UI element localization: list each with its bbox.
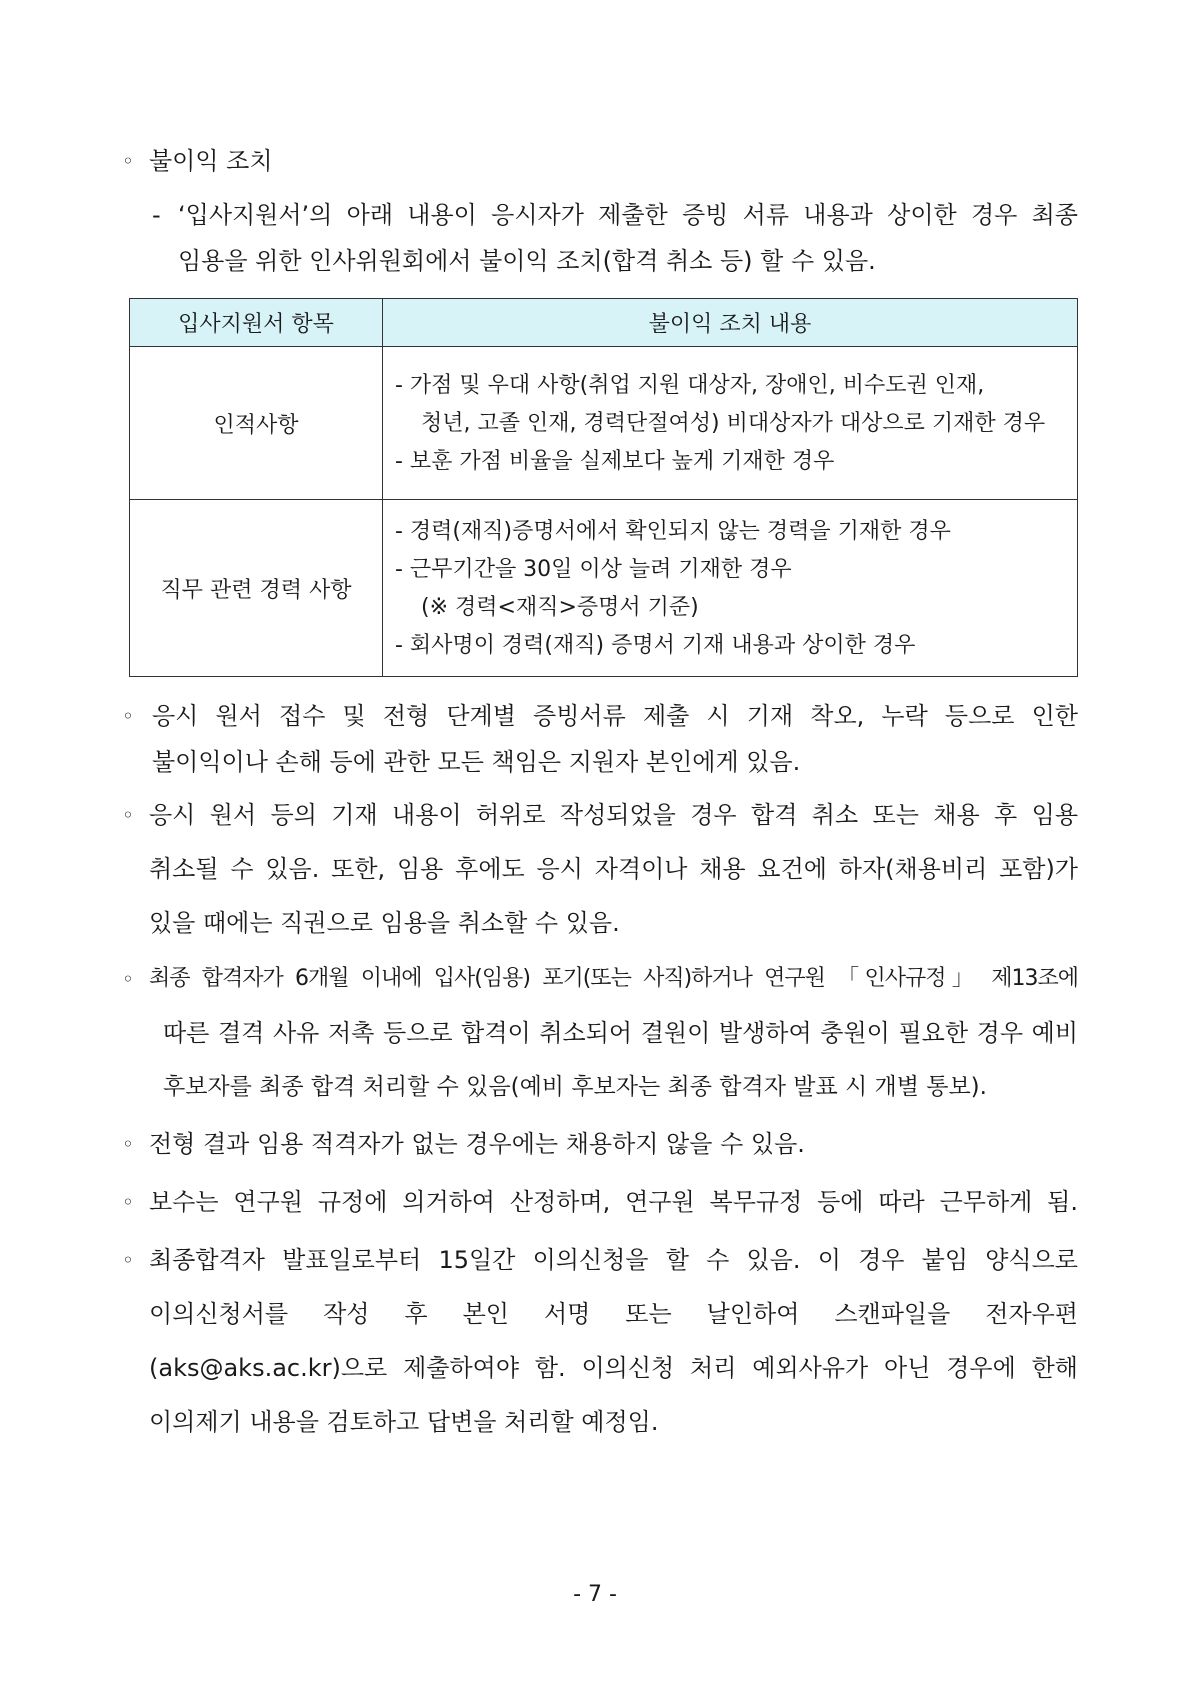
paragraph-line: 전형 결과 임용 적격자가 없는 경우에는 채용하지 않을 수 있음. <box>149 1130 805 1158</box>
paragraph-line: 보수는 연구원 규정에 의거하여 산정하며, 연구원 복무규정 등에 따라 근무하게 됨. <box>149 1188 1078 1216</box>
desc-line: - 경력(재직)증명서에서 확인되지 않는 경력을 기재한 경우 <box>395 519 951 544</box>
paragraph-bullet: ◦ <box>122 1248 134 1272</box>
paragraph-line: 최종 합격자가 6개월 이내에 입사(임용) 포기(또는 사직)하거나 연구원 「인사규정」 제13조에 <box>149 966 1078 991</box>
desc-line: - 가점 및 우대 사항(취업 지원 대상자, 장애인, 비수도권 인재, <box>395 373 985 398</box>
sub-line-2: 임용을 위한 인사위원회에서 불이익 조치(합격 취소 등) 할 수 있음. <box>178 247 876 275</box>
page-number: - 7 - <box>573 1582 617 1607</box>
paragraph-line: 불이익이나 손해 등에 관한 모든 책임은 지원자 본인에게 있음. <box>152 748 801 776</box>
table-header-item: 입사지원서 항목 <box>130 299 383 347</box>
table-header-row <box>130 299 1078 347</box>
desc-line: - 보훈 가점 비율을 실제보다 높게 기재한 경우 <box>395 449 835 474</box>
penalty-table <box>129 298 1078 677</box>
paragraph-line: 최종합격자 발표일로부터 15일간 이의신청을 할 수 있음. 이 경우 붙임 양식으로 <box>149 1246 1078 1274</box>
paragraph-line: 후보자를 최종 합격 처리할 수 있음(예비 후보자는 최종 합격자 발표 시 개별 통보). <box>163 1074 987 1100</box>
desc-line: 청년, 고졸 인재, 경력단절여성) 비대상자가 대상으로 기재한 경우 <box>421 411 1046 436</box>
paragraph-bullet: ◦ <box>122 1190 134 1214</box>
table-row <box>130 347 1078 500</box>
paragraph-line: (aks@aks.ac.kr)으로 제출하여야 함. 이의신청 처리 예외사유가 아닌 경우에 한해 <box>149 1354 1078 1382</box>
paragraph-line: 이의신청서를 작성 후 본인 서명 또는 날인하여 스캔파일을 전자우편 <box>149 1300 1078 1328</box>
section-title: 불이익 조치 <box>149 147 273 175</box>
paragraph-line: 따른 결격 사유 저촉 등으로 합격이 취소되어 결원이 발생하여 충원이 필요한 경우 예비 <box>163 1019 1078 1047</box>
table-cell-item: 인적사항 <box>130 347 383 500</box>
paragraph-bullet: ◦ <box>122 1132 134 1156</box>
paragraph-line: 이의제기 내용을 검토하고 답변을 처리할 예정임. <box>149 1408 659 1436</box>
table-cell-desc <box>383 500 1078 677</box>
table-cell-item: 직무 관련 경력 사항 <box>130 500 383 677</box>
paragraph-line: 응시 원서 등의 기재 내용이 허위로 작성되었을 경우 합격 취소 또는 채용 후 임용 <box>149 801 1078 829</box>
desc-line: - 회사명이 경력(재직) 증명서 기재 내용과 상이한 경우 <box>395 633 916 658</box>
sub-line-1: ‘입사지원서’의 아래 내용이 응시자가 제출한 증빙 서류 내용과 상이한 경우 최종 <box>178 201 1078 229</box>
table-row <box>130 500 1078 677</box>
paragraph-bullet: ◦ <box>122 704 134 728</box>
sub-dash: - <box>152 201 161 229</box>
paragraph-line: 취소될 수 있음. 또한, 임용 후에도 응시 자격이나 채용 요건에 하자(채용비리 포함)가 <box>149 855 1078 883</box>
paragraph-bullet: ◦ <box>122 967 134 991</box>
desc-line: - 근무기간을 30일 이상 늘려 기재한 경우 <box>395 557 792 582</box>
paragraph-line: 응시 원서 접수 및 전형 단계별 증빙서류 제출 시 기재 착오, 누락 등으로 인한 <box>152 702 1078 730</box>
section-bullet: ◦ <box>122 149 134 173</box>
table-cell-desc <box>383 347 1078 500</box>
desc-line: (※ 경력<재직>증명서 기준) <box>421 595 699 620</box>
paragraph-line: 있을 때에는 직권으로 임용을 취소할 수 있음. <box>149 909 620 937</box>
table-header-content: 불이익 조치 내용 <box>383 299 1078 347</box>
paragraph-bullet: ◦ <box>122 803 134 827</box>
